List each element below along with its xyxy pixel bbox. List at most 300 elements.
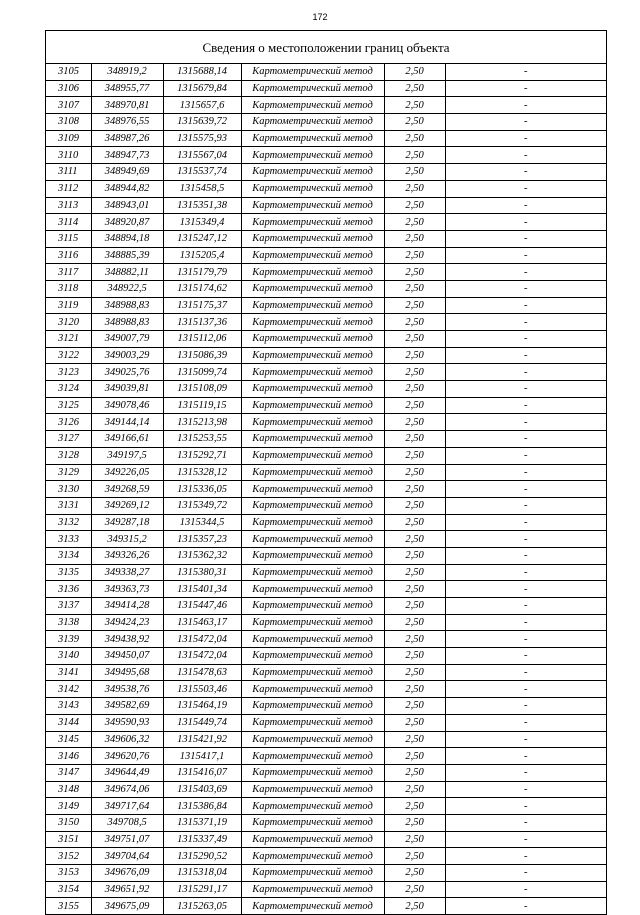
- boundary-table-sheet: [45, 30, 607, 915]
- table-row: [46, 898, 606, 914]
- point-number-cell: 3122: [46, 347, 91, 364]
- description-cell: -: [445, 614, 606, 631]
- point-number-cell: 3140: [46, 648, 91, 665]
- x-coordinate-cell: 349495,68: [91, 664, 163, 681]
- y-coordinate-cell: 1315253,55: [163, 431, 241, 448]
- method-cell: Картометрический метод: [241, 431, 384, 448]
- precision-cell: 2,50: [384, 414, 445, 431]
- table-row: [46, 531, 606, 548]
- precision-cell: 2,50: [384, 264, 445, 281]
- point-number-cell: 3141: [46, 664, 91, 681]
- x-coordinate-cell: 348919,2: [91, 64, 163, 80]
- table-row: [46, 881, 606, 898]
- point-number-cell: 3150: [46, 814, 91, 831]
- y-coordinate-cell: 1315349,4: [163, 214, 241, 231]
- method-cell: Картометрический метод: [241, 631, 384, 648]
- method-cell: Картометрический метод: [241, 731, 384, 748]
- description-cell: -: [445, 314, 606, 331]
- y-coordinate-cell: 1315401,34: [163, 581, 241, 598]
- y-coordinate-cell: 1315403,69: [163, 781, 241, 798]
- method-cell: Картометрический метод: [241, 547, 384, 564]
- precision-cell: 2,50: [384, 280, 445, 297]
- description-cell: -: [445, 798, 606, 815]
- description-cell: -: [445, 664, 606, 681]
- precision-cell: 2,50: [384, 748, 445, 765]
- description-cell: -: [445, 764, 606, 781]
- method-cell: Картометрический метод: [241, 247, 384, 264]
- precision-cell: 2,50: [384, 564, 445, 581]
- precision-cell: 2,50: [384, 781, 445, 798]
- x-coordinate-cell: 349226,05: [91, 464, 163, 481]
- x-coordinate-cell: 349438,92: [91, 631, 163, 648]
- method-cell: Картометрический метод: [241, 331, 384, 348]
- method-cell: Картометрический метод: [241, 264, 384, 281]
- y-coordinate-cell: 1315213,98: [163, 414, 241, 431]
- precision-cell: 2,50: [384, 547, 445, 564]
- precision-cell: 2,50: [384, 230, 445, 247]
- precision-cell: 2,50: [384, 130, 445, 147]
- method-cell: Картометрический метод: [241, 898, 384, 914]
- precision-cell: 2,50: [384, 598, 445, 615]
- point-number-cell: 3131: [46, 497, 91, 514]
- point-number-cell: 3137: [46, 598, 91, 615]
- y-coordinate-cell: 1315472,04: [163, 631, 241, 648]
- description-cell: -: [445, 364, 606, 381]
- method-cell: Картометрический метод: [241, 180, 384, 197]
- method-cell: Картометрический метод: [241, 497, 384, 514]
- precision-cell: 2,50: [384, 164, 445, 181]
- description-cell: -: [445, 214, 606, 231]
- description-cell: -: [445, 648, 606, 665]
- point-number-cell: 3151: [46, 831, 91, 848]
- x-coordinate-cell: 349166,61: [91, 431, 163, 448]
- precision-cell: 2,50: [384, 698, 445, 715]
- description-cell: -: [445, 464, 606, 481]
- method-cell: Картометрический метод: [241, 197, 384, 214]
- x-coordinate-cell: 348949,69: [91, 164, 163, 181]
- method-cell: Картометрический метод: [241, 447, 384, 464]
- table-row: [46, 147, 606, 164]
- x-coordinate-cell: 348944,82: [91, 180, 163, 197]
- method-cell: Картометрический метод: [241, 397, 384, 414]
- point-number-cell: 3148: [46, 781, 91, 798]
- x-coordinate-cell: 349363,73: [91, 581, 163, 598]
- table-row: [46, 397, 606, 414]
- table-row: [46, 481, 606, 498]
- point-number-cell: 3118: [46, 280, 91, 297]
- precision-cell: 2,50: [384, 865, 445, 882]
- y-coordinate-cell: 1315205,4: [163, 247, 241, 264]
- x-coordinate-cell: 349007,79: [91, 331, 163, 348]
- method-cell: Картометрический метод: [241, 798, 384, 815]
- precision-cell: 2,50: [384, 80, 445, 97]
- x-coordinate-cell: 348976,55: [91, 114, 163, 131]
- description-cell: -: [445, 731, 606, 748]
- point-number-cell: 3149: [46, 798, 91, 815]
- precision-cell: 2,50: [384, 431, 445, 448]
- table-row: [46, 781, 606, 798]
- y-coordinate-cell: 1315386,84: [163, 798, 241, 815]
- y-coordinate-cell: 1315337,49: [163, 831, 241, 848]
- method-cell: Картометрический метод: [241, 531, 384, 548]
- precision-cell: 2,50: [384, 814, 445, 831]
- x-coordinate-cell: 349620,76: [91, 748, 163, 765]
- description-cell: -: [445, 130, 606, 147]
- y-coordinate-cell: 1315458,5: [163, 180, 241, 197]
- method-cell: Картометрический метод: [241, 64, 384, 80]
- y-coordinate-cell: 1315179,79: [163, 264, 241, 281]
- precision-cell: 2,50: [384, 881, 445, 898]
- table-row: [46, 431, 606, 448]
- table-row: [46, 331, 606, 348]
- method-cell: Картометрический метод: [241, 481, 384, 498]
- point-number-cell: 3112: [46, 180, 91, 197]
- y-coordinate-cell: 1315688,14: [163, 64, 241, 80]
- description-cell: -: [445, 481, 606, 498]
- description-cell: -: [445, 698, 606, 715]
- description-cell: -: [445, 247, 606, 264]
- x-coordinate-cell: 349003,29: [91, 347, 163, 364]
- table-row: [46, 297, 606, 314]
- precision-cell: 2,50: [384, 648, 445, 665]
- precision-cell: 2,50: [384, 898, 445, 914]
- method-cell: Картометрический метод: [241, 848, 384, 865]
- point-number-cell: 3119: [46, 297, 91, 314]
- description-cell: -: [445, 714, 606, 731]
- table-row: [46, 247, 606, 264]
- point-number-cell: 3143: [46, 698, 91, 715]
- table-row: [46, 280, 606, 297]
- precision-cell: 2,50: [384, 247, 445, 264]
- x-coordinate-cell: 348920,87: [91, 214, 163, 231]
- description-cell: -: [445, 881, 606, 898]
- x-coordinate-cell: 349315,2: [91, 531, 163, 548]
- table-row: [46, 731, 606, 748]
- description-cell: -: [445, 848, 606, 865]
- table-row: [46, 814, 606, 831]
- point-number-cell: 3126: [46, 414, 91, 431]
- table-row: [46, 648, 606, 665]
- method-cell: Картометрический метод: [241, 648, 384, 665]
- point-number-cell: 3128: [46, 447, 91, 464]
- description-cell: -: [445, 598, 606, 615]
- method-cell: Картометрический метод: [241, 214, 384, 231]
- description-cell: -: [445, 180, 606, 197]
- y-coordinate-cell: 1315447,46: [163, 598, 241, 615]
- table-row: [46, 598, 606, 615]
- description-cell: -: [445, 514, 606, 531]
- x-coordinate-cell: 349450,07: [91, 648, 163, 665]
- x-coordinate-cell: 348943,01: [91, 197, 163, 214]
- point-number-cell: 3132: [46, 514, 91, 531]
- x-coordinate-cell: 349197,5: [91, 447, 163, 464]
- description-cell: -: [445, 431, 606, 448]
- x-coordinate-cell: 348882,11: [91, 264, 163, 281]
- description-cell: -: [445, 547, 606, 564]
- y-coordinate-cell: 1315351,38: [163, 197, 241, 214]
- coordinates-table-body: [46, 64, 606, 914]
- point-number-cell: 3134: [46, 547, 91, 564]
- precision-cell: 2,50: [384, 214, 445, 231]
- method-cell: Картометрический метод: [241, 748, 384, 765]
- table-row: [46, 264, 606, 281]
- point-number-cell: 3116: [46, 247, 91, 264]
- point-number-cell: 3108: [46, 114, 91, 131]
- y-coordinate-cell: 1315478,63: [163, 664, 241, 681]
- method-cell: Картометрический метод: [241, 164, 384, 181]
- y-coordinate-cell: 1315175,37: [163, 297, 241, 314]
- x-coordinate-cell: 349269,12: [91, 497, 163, 514]
- description-cell: -: [445, 381, 606, 398]
- point-number-cell: 3133: [46, 531, 91, 548]
- method-cell: Картометрический метод: [241, 714, 384, 731]
- x-coordinate-cell: 349751,07: [91, 831, 163, 848]
- table-row: [46, 314, 606, 331]
- table-row: [46, 831, 606, 848]
- y-coordinate-cell: 1315567,04: [163, 147, 241, 164]
- y-coordinate-cell: 1315503,46: [163, 681, 241, 698]
- point-number-cell: 3107: [46, 97, 91, 114]
- point-number-cell: 3147: [46, 764, 91, 781]
- y-coordinate-cell: 1315464,19: [163, 698, 241, 715]
- y-coordinate-cell: 1315357,23: [163, 531, 241, 548]
- page-number: 172: [312, 12, 328, 22]
- method-cell: Картометрический метод: [241, 681, 384, 698]
- x-coordinate-cell: 349651,92: [91, 881, 163, 898]
- description-cell: -: [445, 748, 606, 765]
- precision-cell: 2,50: [384, 364, 445, 381]
- point-number-cell: 3111: [46, 164, 91, 181]
- precision-cell: 2,50: [384, 481, 445, 498]
- precision-cell: 2,50: [384, 197, 445, 214]
- precision-cell: 2,50: [384, 114, 445, 131]
- y-coordinate-cell: 1315108,09: [163, 381, 241, 398]
- description-cell: -: [445, 497, 606, 514]
- y-coordinate-cell: 1315292,71: [163, 447, 241, 464]
- method-cell: Картометрический метод: [241, 347, 384, 364]
- point-number-cell: 3142: [46, 681, 91, 698]
- x-coordinate-cell: 349538,76: [91, 681, 163, 698]
- method-cell: Картометрический метод: [241, 314, 384, 331]
- table-row: [46, 614, 606, 631]
- description-cell: -: [445, 331, 606, 348]
- table-title: Сведения о местоположении границ объекта: [46, 31, 606, 64]
- x-coordinate-cell: 348988,83: [91, 314, 163, 331]
- description-cell: -: [445, 865, 606, 882]
- x-coordinate-cell: 349675,09: [91, 898, 163, 914]
- method-cell: Картометрический метод: [241, 614, 384, 631]
- point-number-cell: 3127: [46, 431, 91, 448]
- x-coordinate-cell: 349078,46: [91, 397, 163, 414]
- y-coordinate-cell: 1315575,93: [163, 130, 241, 147]
- method-cell: Картометрический метод: [241, 865, 384, 882]
- point-number-cell: 3124: [46, 381, 91, 398]
- y-coordinate-cell: 1315417,1: [163, 748, 241, 765]
- description-cell: -: [445, 280, 606, 297]
- description-cell: -: [445, 814, 606, 831]
- y-coordinate-cell: 1315380,31: [163, 564, 241, 581]
- y-coordinate-cell: 1315362,32: [163, 547, 241, 564]
- x-coordinate-cell: 349039,81: [91, 381, 163, 398]
- precision-cell: 2,50: [384, 531, 445, 548]
- precision-cell: 2,50: [384, 731, 445, 748]
- precision-cell: 2,50: [384, 764, 445, 781]
- x-coordinate-cell: 349025,76: [91, 364, 163, 381]
- y-coordinate-cell: 1315174,62: [163, 280, 241, 297]
- point-number-cell: 3109: [46, 130, 91, 147]
- x-coordinate-cell: 349590,93: [91, 714, 163, 731]
- description-cell: -: [524, 900, 528, 912]
- y-coordinate-cell: 1315679,84: [163, 80, 241, 97]
- point-number-cell: 3152: [46, 848, 91, 865]
- coordinates-table: [46, 64, 606, 914]
- x-coordinate-cell: 348885,39: [91, 247, 163, 264]
- x-coordinate-cell: 348922,5: [91, 280, 163, 297]
- point-number-cell: 3120: [46, 314, 91, 331]
- method-cell: Картометрический метод: [241, 97, 384, 114]
- table-row: [46, 865, 606, 882]
- table-row: [46, 764, 606, 781]
- method-cell: Картометрический метод: [241, 764, 384, 781]
- method-cell: Картометрический метод: [241, 831, 384, 848]
- description-cell: -: [445, 264, 606, 281]
- method-cell: Картометрический метод: [241, 881, 384, 898]
- table-row: [46, 664, 606, 681]
- table-row: [46, 447, 606, 464]
- point-number-cell: 3113: [46, 197, 91, 214]
- point-number-cell: 3106: [46, 80, 91, 97]
- point-number-cell: 3138: [46, 614, 91, 631]
- precision-cell: 2,50: [384, 397, 445, 414]
- table-row: [46, 180, 606, 197]
- point-number-cell: 3139: [46, 631, 91, 648]
- point-number-cell: 3130: [46, 481, 91, 498]
- y-coordinate-cell: 1315263,05: [163, 898, 241, 914]
- method-cell: Картометрический метод: [241, 781, 384, 798]
- table-row: [46, 364, 606, 381]
- point-number-cell: 3155: [46, 898, 91, 914]
- point-number-cell: 3135: [46, 564, 91, 581]
- method-cell: Картометрический метод: [241, 698, 384, 715]
- table-row: [46, 130, 606, 147]
- y-coordinate-cell: 1315099,74: [163, 364, 241, 381]
- point-number-cell: 3117: [46, 264, 91, 281]
- x-coordinate-cell: 349326,26: [91, 547, 163, 564]
- description-cell: -: [445, 147, 606, 164]
- point-number-cell: 3125: [46, 397, 91, 414]
- description-cell: -: [445, 581, 606, 598]
- precision-cell: 2,50: [384, 497, 445, 514]
- method-cell: Картометрический метод: [241, 114, 384, 131]
- method-cell: Картометрический метод: [241, 230, 384, 247]
- y-coordinate-cell: 1315371,19: [163, 814, 241, 831]
- description-cell: -: [445, 631, 606, 648]
- table-row: [46, 547, 606, 564]
- x-coordinate-cell: 349287,18: [91, 514, 163, 531]
- point-number-cell: 3146: [46, 748, 91, 765]
- table-row: [46, 80, 606, 97]
- precision-cell: 2,50: [384, 848, 445, 865]
- x-coordinate-cell: 349717,64: [91, 798, 163, 815]
- table-row: [46, 164, 606, 181]
- precision-cell: 2,50: [384, 798, 445, 815]
- precision-cell: 2,50: [384, 314, 445, 331]
- y-coordinate-cell: 1315349,72: [163, 497, 241, 514]
- y-coordinate-cell: 1315639,72: [163, 114, 241, 131]
- description-cell: -: [445, 80, 606, 97]
- table-row: [46, 514, 606, 531]
- table-row: [46, 381, 606, 398]
- method-cell: Картометрический метод: [241, 130, 384, 147]
- method-cell: Картометрический метод: [241, 147, 384, 164]
- y-coordinate-cell: 1315112,06: [163, 331, 241, 348]
- point-number-cell: 3129: [46, 464, 91, 481]
- x-coordinate-cell: 348947,73: [91, 147, 163, 164]
- precision-cell: 2,50: [384, 297, 445, 314]
- description-cell: -: [445, 681, 606, 698]
- description-cell: -: [445, 397, 606, 414]
- table-row: [46, 681, 606, 698]
- description-cell: -: [445, 447, 606, 464]
- table-row: [46, 631, 606, 648]
- y-coordinate-cell: 1315416,07: [163, 764, 241, 781]
- precision-cell: 2,50: [384, 581, 445, 598]
- point-number-cell: 3115: [46, 230, 91, 247]
- y-coordinate-cell: 1315336,05: [163, 481, 241, 498]
- table-row: [46, 564, 606, 581]
- precision-cell: 2,50: [384, 381, 445, 398]
- x-coordinate-cell: 349674,06: [91, 781, 163, 798]
- x-coordinate-cell: 349644,49: [91, 764, 163, 781]
- table-row: [46, 114, 606, 131]
- method-cell: Картометрический метод: [241, 514, 384, 531]
- description-cell: -: [445, 781, 606, 798]
- y-coordinate-cell: 1315328,12: [163, 464, 241, 481]
- method-cell: Картометрический метод: [241, 581, 384, 598]
- y-coordinate-cell: 1315537,74: [163, 164, 241, 181]
- table-row: [46, 64, 606, 80]
- table-row: [46, 214, 606, 231]
- y-coordinate-cell: 1315449,74: [163, 714, 241, 731]
- table-row: [46, 347, 606, 364]
- point-number-cell: 3144: [46, 714, 91, 731]
- description-cell: -: [445, 831, 606, 848]
- description-cell: -: [445, 347, 606, 364]
- method-cell: Картометрический метод: [241, 664, 384, 681]
- precision-cell: 2,50: [384, 514, 445, 531]
- y-coordinate-cell: 1315421,92: [163, 731, 241, 748]
- table-row: [46, 497, 606, 514]
- method-cell: Картометрический метод: [241, 598, 384, 615]
- y-coordinate-cell: 1315344,5: [163, 514, 241, 531]
- point-number-cell: 3121: [46, 331, 91, 348]
- table-row: [46, 581, 606, 598]
- precision-cell: 2,50: [384, 64, 445, 80]
- point-number-cell: 3110: [46, 147, 91, 164]
- table-row: [46, 414, 606, 431]
- y-coordinate-cell: 1315291,17: [163, 881, 241, 898]
- method-cell: Картометрический метод: [241, 280, 384, 297]
- table-row: [46, 798, 606, 815]
- precision-cell: 2,50: [384, 664, 445, 681]
- precision-cell: 2,50: [384, 447, 445, 464]
- precision-cell: 2,50: [384, 681, 445, 698]
- x-coordinate-cell: 349414,28: [91, 598, 163, 615]
- precision-cell: 2,50: [384, 464, 445, 481]
- point-number-cell: 3154: [46, 881, 91, 898]
- table-row: [46, 464, 606, 481]
- precision-cell: 2,50: [384, 147, 445, 164]
